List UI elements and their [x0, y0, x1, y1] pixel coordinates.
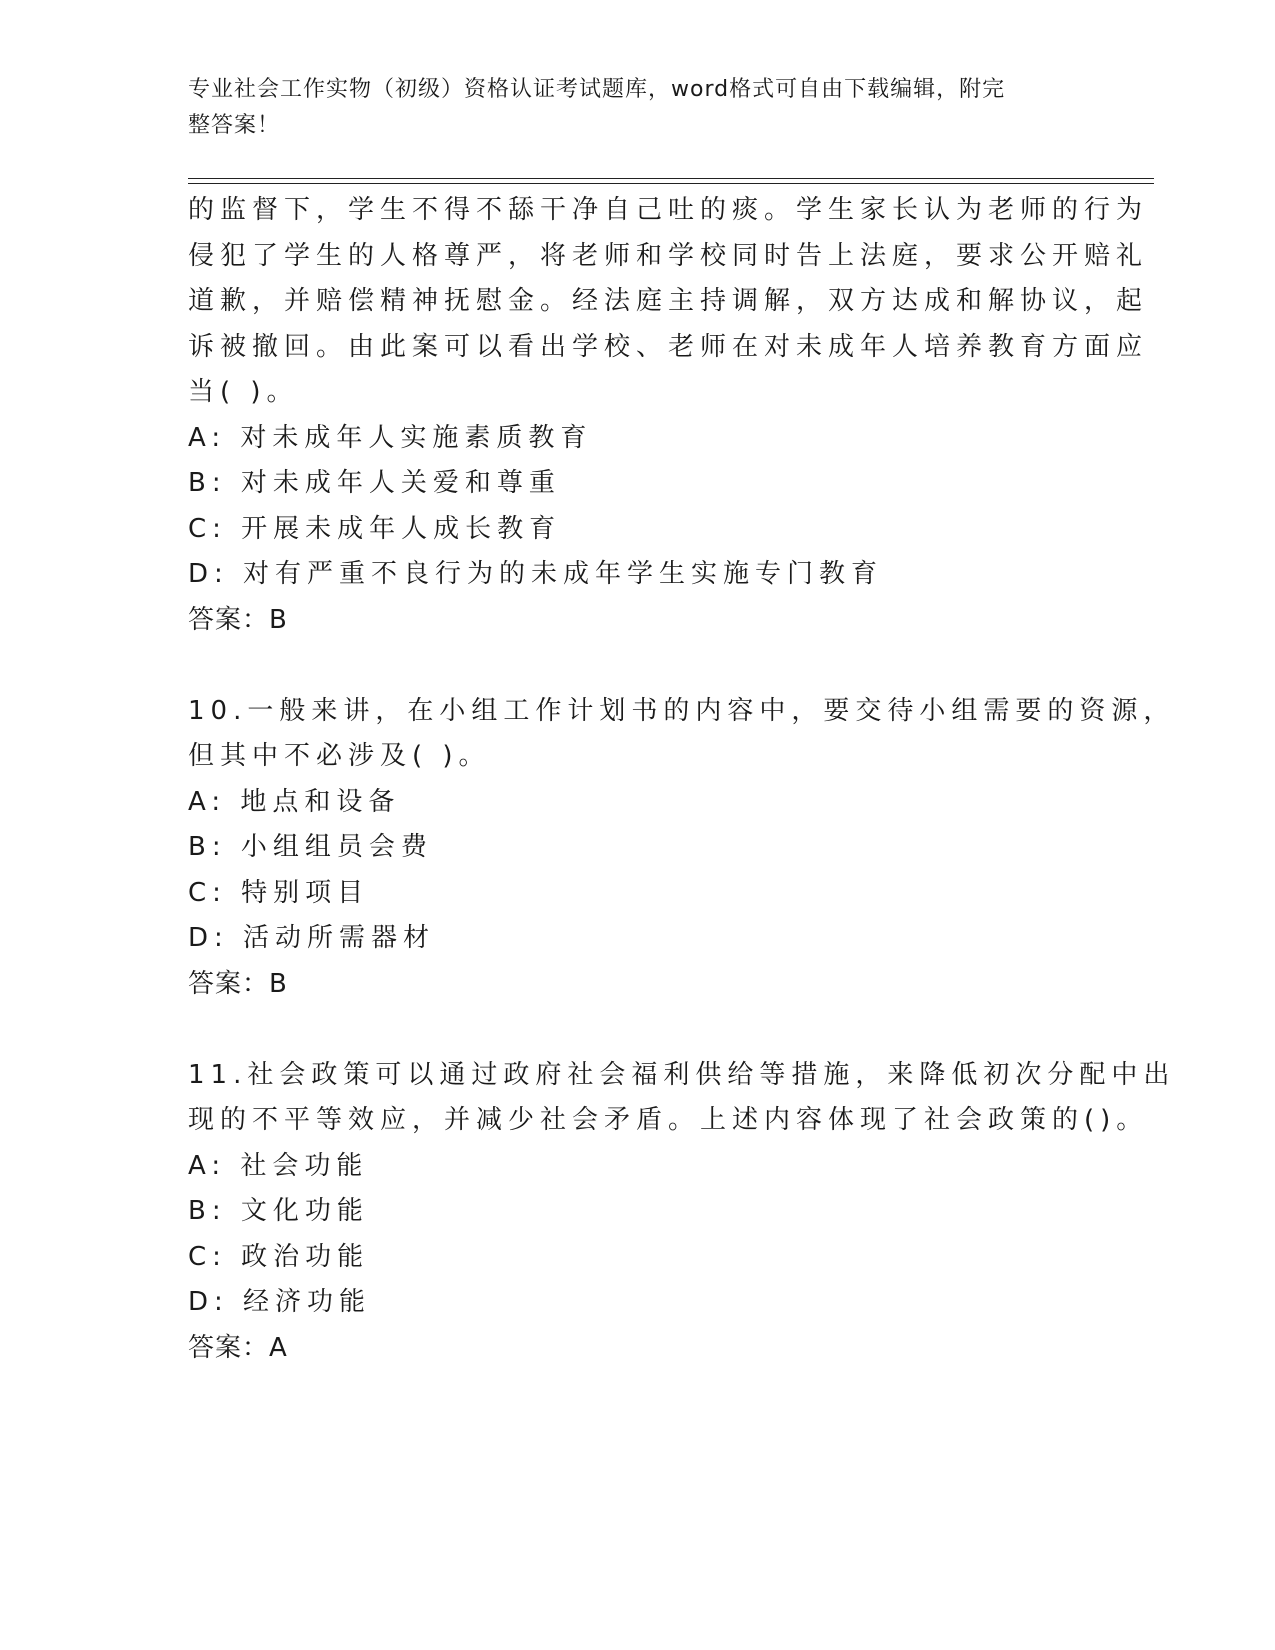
question-stem-line: 10.一般来讲，在小组工作计划书的内容中，要交待小组需要的资源， [188, 695, 1176, 726]
question-9 [188, 188, 1149, 643]
answer-label: 答案：B [188, 604, 288, 635]
option-c: C: 特别项目 [188, 877, 370, 908]
question-stem-line: 诉被撤回。由此案可以看出学校、老师在对未成年人培养教育方面应 [188, 331, 1149, 362]
answer-label: 答案：B [188, 968, 288, 999]
question-stem-line: 但其中不必涉及( )。 [188, 741, 491, 771]
header-divider-top [188, 178, 1154, 179]
question-stem-line: 11.社会政策可以通过政府社会福利供给等措施，来降低初次分配中出 [188, 1059, 1176, 1090]
question-stem-line: 当( )。 [188, 377, 299, 407]
question-10 [188, 689, 1176, 1008]
option-d: D: 活动所需器材 [188, 923, 436, 953]
document-body [188, 188, 1176, 1371]
option-d: D: 对有严重不良行为的未成年学生实施专门教育 [188, 559, 884, 589]
header-divider-bottom [188, 183, 1154, 184]
option-a: A: 地点和设备 [188, 786, 401, 817]
option-b: B: 文化功能 [188, 1196, 369, 1226]
option-b: B: 小组组员会费 [188, 832, 433, 862]
answer-label: 答案：A [188, 1332, 288, 1363]
option-d: D: 经济功能 [188, 1287, 372, 1317]
spacer [188, 1007, 1088, 1053]
option-c: C: 政治功能 [188, 1241, 370, 1272]
question-11 [188, 1053, 1176, 1372]
question-stem-line: 道歉，并赔偿精神抚慰金。经法庭主持调解，双方达成和解协议，起 [188, 286, 1149, 316]
option-a: A: 对未成年人实施素质教育 [188, 422, 593, 453]
header-line-2: 整答案！ [188, 113, 281, 138]
option-a: A: 社会功能 [188, 1150, 369, 1181]
question-stem-line: 的监督下，学生不得不舔干净自己吐的痰。学生家长认为老师的行为 [188, 195, 1149, 225]
question-stem-line: 现的不平等效应，并减少社会矛盾。上述内容体现了社会政策的()。 [188, 1105, 1149, 1135]
option-c: C: 开展未成年人成长教育 [188, 513, 562, 544]
spacer [188, 643, 1088, 689]
header-line-1: 专业社会工作实物（初级）资格认证考试题库，word格式可自由下载编辑，附完 [188, 77, 1006, 102]
option-b: B: 对未成年人关爱和尊重 [188, 468, 561, 498]
document-header [188, 72, 1068, 144]
question-stem-line: 侵犯了学生的人格尊严，将老师和学校同时告上法庭，要求公开赔礼 [188, 240, 1149, 271]
